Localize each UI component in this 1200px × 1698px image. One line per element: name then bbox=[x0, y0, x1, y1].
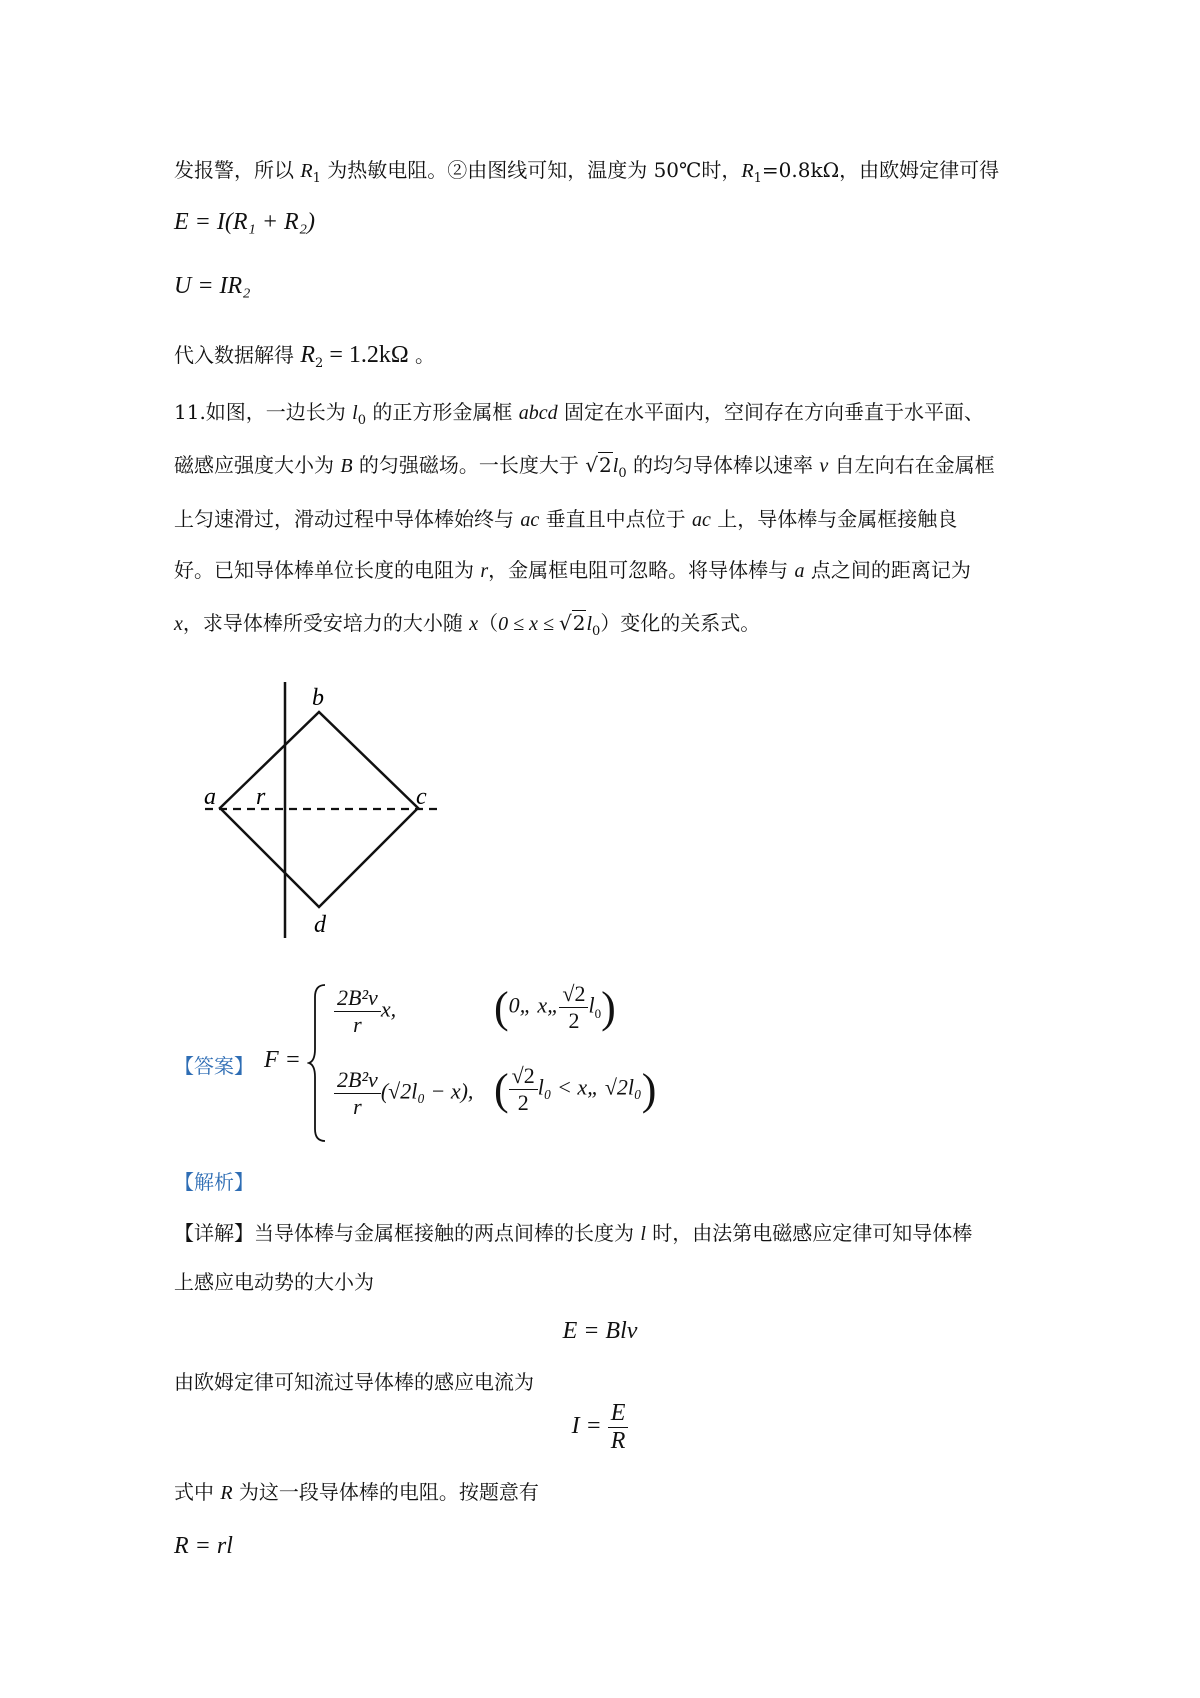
equation-I-E-over-R: I = $\frac{E}{R}$ bbox=[0, 1400, 1200, 1455]
sqrt-symbol: √ bbox=[558, 611, 572, 635]
analysis-label: 【解析】 bbox=[174, 1170, 254, 1194]
square-frame-figure bbox=[190, 670, 470, 950]
question-line: 11.如图，一边长为 $l_0$ 的正方形金属框 abcd 固定在水平面内，空间存在方向垂直于水平面、 bbox=[174, 400, 984, 428]
equation-R-rl: R = rl bbox=[174, 1533, 233, 1559]
solution-result-line: 代入数据解得 $R_2 = 1.2k\Omega$ 。 bbox=[174, 342, 436, 371]
label-c: c bbox=[416, 784, 427, 810]
detail-line: 式中 R 为这一段导体棒的电阻。按题意有 bbox=[174, 1480, 539, 1504]
case-1-condition: (0„ x„ $\frac{√2}{2}$ $l_0$) bbox=[494, 981, 616, 1033]
question-line: 上匀速滑过，滑动过程中导体棒始终与 ac 垂直且中点位于 ac 上，导体棒与金属框接触良 bbox=[174, 507, 958, 531]
answer-F: F = bbox=[264, 1047, 301, 1073]
solution-text-line: 发报警，所以 $R_1$ 为热敏电阻。②由图线可知，温度为 50℃时，$R_1=0.8k\Omega$，由欧姆定律可得 bbox=[174, 158, 1000, 186]
question-line: x，求导体棒所受安培力的大小随 $x(0 \le x \le √2l_0)$变化的关系式。 bbox=[174, 611, 761, 639]
detail-line: 由欧姆定律可知流过导体棒的感应电流为 bbox=[174, 1370, 534, 1394]
label-r: r bbox=[256, 784, 266, 810]
piecewise-brace bbox=[307, 983, 329, 1143]
equation-voltage: U = IR₂ bbox=[174, 273, 251, 299]
detail-line: 上感应电动势的大小为 bbox=[174, 1270, 374, 1294]
equation-emf: E = I(R₁ + R₂) bbox=[174, 209, 316, 235]
sqrt-symbol: √ bbox=[585, 453, 599, 477]
case-2-condition: ( $\frac{√2}{2}$ l₀ < x„ √2l₀) bbox=[494, 1063, 657, 1115]
case-1: $\frac{\text{2B²v}}{r}$ x, bbox=[334, 985, 396, 1038]
detail-line: 【详解】当导体棒与金属框接触的两点间棒的长度为 l 时，由法第电磁感应定律可知导体棒 bbox=[174, 1221, 973, 1245]
answer-label: 【答案】 bbox=[174, 1054, 254, 1078]
question-line: 磁感应强度大小为 B 的匀强磁场。一长度大于 $√2l_0$ 的均匀导体棒以速率 v 自左向右在金属框 bbox=[174, 453, 995, 481]
question-line: 好。已知导体棒单位长度的电阻为 r，金属框电阻可忽略。将导体棒与 a 点之间的距离记为 bbox=[174, 558, 971, 582]
case-2: $\frac{\text{2B²v}}{r}$ (√2l₀ − x), bbox=[334, 1067, 473, 1120]
label-d: d bbox=[314, 912, 326, 938]
label-a: a bbox=[204, 784, 216, 810]
answer-block bbox=[174, 975, 874, 1145]
equation-E-Blv: E = Blv bbox=[562, 1318, 638, 1344]
label-b: b bbox=[312, 685, 324, 711]
